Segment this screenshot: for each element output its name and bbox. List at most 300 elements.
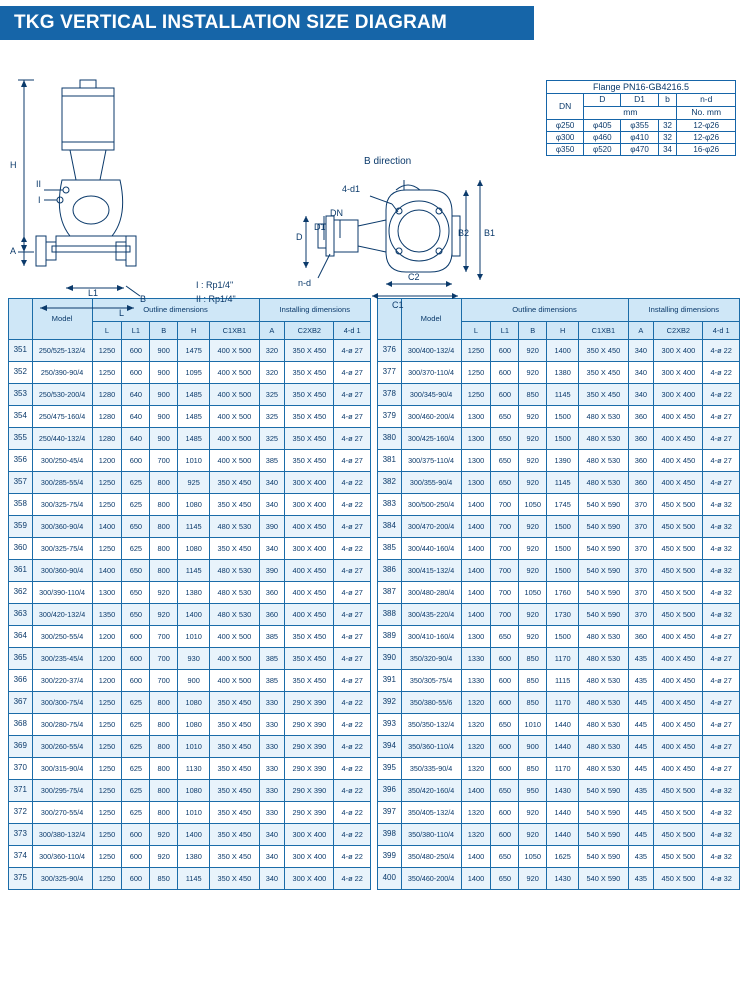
label-b-direction: B direction <box>364 156 412 167</box>
row-cell: 385 <box>259 450 285 472</box>
table-row <box>378 692 740 714</box>
row-index: 386 <box>378 560 402 582</box>
row-cell: 600 <box>491 648 519 670</box>
row-cell: 1145 <box>178 516 210 538</box>
row-model: 300/250-45/4 <box>32 450 92 472</box>
row-index: 372 <box>9 802 33 824</box>
row-cell: 1400 <box>461 846 491 868</box>
row-cell: 445 <box>628 736 654 758</box>
row-cell: 4-ø 22 <box>703 384 740 406</box>
row-cell: 300 X 400 <box>285 868 334 890</box>
row-cell: 600 <box>122 340 150 362</box>
row-cell: 400 X 450 <box>285 560 334 582</box>
row-cell: 445 <box>628 802 654 824</box>
row-cell: 370 <box>628 516 654 538</box>
row-cell: 1380 <box>178 582 210 604</box>
row-cell: 920 <box>519 340 547 362</box>
row-cell: 4-ø 22 <box>334 714 371 736</box>
row-cell: 300 X 400 <box>285 472 334 494</box>
row-cell: 4-ø 32 <box>703 846 740 868</box>
row-cell: 700 <box>491 604 519 626</box>
label-DN: DN <box>330 208 343 218</box>
row-cell: 450 X 500 <box>654 604 703 626</box>
row-cell: 4-ø 27 <box>703 714 740 736</box>
row-cell: 350 X 450 <box>285 362 334 384</box>
row-cell: 4-ø 22 <box>334 736 371 758</box>
row-cell: 920 <box>519 538 547 560</box>
row-model: 300/235-45/4 <box>32 648 92 670</box>
row-cell: 1080 <box>178 692 210 714</box>
row-cell: 4-ø 27 <box>334 450 371 472</box>
row-cell: 390 <box>259 516 285 538</box>
row-cell: 1440 <box>547 802 579 824</box>
row-cell: 1280 <box>92 428 122 450</box>
row-cell: 1485 <box>178 384 210 406</box>
label-I: I <box>38 195 41 205</box>
row-cell: 1300 <box>461 626 491 648</box>
row-cell: 950 <box>519 780 547 802</box>
row-model: 250/440-132/4 <box>32 428 92 450</box>
row-cell: 4-ø 27 <box>334 406 371 428</box>
row-cell: 325 <box>259 384 285 406</box>
row-index: 375 <box>9 868 33 890</box>
row-cell: 320 <box>259 340 285 362</box>
row-cell: 1250 <box>92 802 122 824</box>
row-cell: 350 X 450 <box>210 494 259 516</box>
row-cell: 450 X 500 <box>654 846 703 868</box>
row-cell: 480 X 530 <box>579 472 628 494</box>
row-model: 300/325-90/4 <box>32 868 92 890</box>
row-cell: 400 X 450 <box>285 582 334 604</box>
row-cell: 1430 <box>547 868 579 890</box>
row-cell: 350 X 450 <box>579 362 628 384</box>
row-cell: 600 <box>122 868 150 890</box>
row-index: 363 <box>9 604 33 626</box>
row-index: 382 <box>378 472 402 494</box>
row-cell: 400 X 500 <box>210 450 259 472</box>
row-cell: 1080 <box>178 494 210 516</box>
row-cell: 360 <box>259 604 285 626</box>
row-cell: 435 <box>628 670 654 692</box>
row-cell: 920 <box>519 802 547 824</box>
row-cell: 400 X 450 <box>654 626 703 648</box>
row-cell: 400 X 450 <box>654 714 703 736</box>
row-cell: 540 X 590 <box>579 560 628 582</box>
row-cell: 290 X 390 <box>285 758 334 780</box>
page-root <box>0 6 748 900</box>
row-cell: 390 <box>259 560 285 582</box>
row-cell: 4-ø 22 <box>334 868 371 890</box>
table-row <box>378 560 740 582</box>
row-cell: 1170 <box>547 758 579 780</box>
row-cell: 1095 <box>178 362 210 384</box>
row-cell: 1400 <box>178 604 210 626</box>
row-cell: 1250 <box>461 384 491 406</box>
flange-cell: 32 <box>658 119 677 131</box>
row-cell: 920 <box>519 406 547 428</box>
row-cell: 920 <box>519 626 547 648</box>
table-row <box>378 670 740 692</box>
row-index: 373 <box>9 824 33 846</box>
row-cell: 400 X 450 <box>285 516 334 538</box>
row-cell: 600 <box>491 362 519 384</box>
row-cell: 480 X 530 <box>579 406 628 428</box>
row-cell: 480 X 530 <box>579 714 628 736</box>
row-cell: 700 <box>150 626 178 648</box>
row-cell: 540 X 590 <box>579 494 628 516</box>
row-cell: 900 <box>150 340 178 362</box>
row-cell: 540 X 590 <box>579 846 628 868</box>
row-index: 381 <box>378 450 402 472</box>
group-outline-dimensions: Outline dimensions <box>461 299 628 322</box>
row-cell: 930 <box>178 648 210 670</box>
flange-subheader-mm: mm <box>584 107 677 120</box>
row-cell: 625 <box>122 494 150 516</box>
label-B: B <box>140 294 147 304</box>
table-row <box>9 758 371 780</box>
row-cell: 300 X 400 <box>285 846 334 868</box>
row-cell: 4-ø 27 <box>703 648 740 670</box>
row-cell: 4-ø 27 <box>334 648 371 670</box>
row-cell: 4-ø 27 <box>334 428 371 450</box>
row-index: 399 <box>378 846 402 868</box>
row-cell: 1400 <box>461 494 491 516</box>
table-row <box>378 604 740 626</box>
row-cell: 920 <box>150 824 178 846</box>
row-model: 300/280-75/4 <box>32 714 92 736</box>
row-cell: 350 X 450 <box>210 714 259 736</box>
flange-table-wrapper <box>546 80 736 156</box>
row-cell: 340 <box>259 494 285 516</box>
col-model: Model <box>401 299 461 340</box>
row-cell: 400 X 450 <box>285 604 334 626</box>
row-cell: 800 <box>150 494 178 516</box>
row-cell: 4-ø 22 <box>703 340 740 362</box>
row-cell: 600 <box>122 670 150 692</box>
row-cell: 1300 <box>461 450 491 472</box>
flange-table-title: Flange PN16-GB4216.5 <box>547 81 736 94</box>
row-cell: 850 <box>150 868 178 890</box>
row-cell: 920 <box>519 362 547 384</box>
row-cell: 1485 <box>178 406 210 428</box>
row-model: 300/315-90/4 <box>32 758 92 780</box>
flange-subheader-no-mm: No. mm <box>677 107 736 120</box>
row-cell: 480 X 530 <box>579 670 628 692</box>
row-cell: 480 X 530 <box>579 648 628 670</box>
row-cell: 1320 <box>461 692 491 714</box>
row-cell: 1250 <box>461 362 491 384</box>
col-C2XB2: C2XB2 <box>285 322 334 340</box>
col-C2XB2: C2XB2 <box>654 322 703 340</box>
table-row <box>9 604 371 626</box>
row-cell: 350 X 450 <box>285 648 334 670</box>
row-cell: 450 X 500 <box>654 824 703 846</box>
table-row <box>9 802 371 824</box>
row-cell: 920 <box>519 428 547 450</box>
row-cell: 400 X 500 <box>210 428 259 450</box>
table-row <box>9 648 371 670</box>
row-cell: 480 X 530 <box>579 626 628 648</box>
row-cell: 4-ø 32 <box>703 494 740 516</box>
row-cell: 1485 <box>178 428 210 450</box>
row-cell: 900 <box>178 670 210 692</box>
row-index: 359 <box>9 516 33 538</box>
row-cell: 4-ø 22 <box>334 494 371 516</box>
row-cell: 1400 <box>92 560 122 582</box>
row-cell: 1250 <box>92 340 122 362</box>
row-cell: 925 <box>178 472 210 494</box>
col-A: A <box>259 322 285 340</box>
row-cell: 1200 <box>92 648 122 670</box>
col-L: L <box>92 322 122 340</box>
row-cell: 1200 <box>92 626 122 648</box>
row-cell: 4-ø 27 <box>334 340 371 362</box>
row-cell: 650 <box>122 604 150 626</box>
row-index: 391 <box>378 670 402 692</box>
row-index: 364 <box>9 626 33 648</box>
row-cell: 435 <box>628 868 654 890</box>
row-cell: 700 <box>150 648 178 670</box>
dimension-table-left <box>8 298 371 890</box>
row-index: 400 <box>378 868 402 890</box>
group-installing-dimensions: Installing dimensions <box>628 299 739 322</box>
row-cell: 4-ø 27 <box>703 626 740 648</box>
row-cell: 4-ø 22 <box>334 692 371 714</box>
row-cell: 290 X 390 <box>285 780 334 802</box>
row-cell: 400 X 450 <box>654 758 703 780</box>
row-cell: 360 <box>259 582 285 604</box>
row-cell: 450 X 500 <box>654 494 703 516</box>
table-row <box>378 714 740 736</box>
row-model: 300/415-132/4 <box>401 560 461 582</box>
table-row <box>9 626 371 648</box>
row-cell: 1145 <box>178 868 210 890</box>
table-row <box>9 692 371 714</box>
row-cell: 1010 <box>178 802 210 824</box>
row-model: 350/380-110/4 <box>401 824 461 846</box>
row-cell: 400 X 450 <box>654 450 703 472</box>
dimension-tables <box>0 292 748 900</box>
row-cell: 350 X 450 <box>210 472 259 494</box>
row-cell: 400 X 450 <box>654 670 703 692</box>
row-cell: 625 <box>122 802 150 824</box>
table-row <box>9 670 371 692</box>
row-cell: 340 <box>628 362 654 384</box>
flange-cell: 16-φ26 <box>677 144 736 156</box>
row-cell: 300 X 400 <box>654 384 703 406</box>
row-cell: 480 X 530 <box>210 604 259 626</box>
row-cell: 400 X 450 <box>654 692 703 714</box>
row-index: 357 <box>9 472 33 494</box>
row-cell: 600 <box>491 758 519 780</box>
row-model: 300/270-55/4 <box>32 802 92 824</box>
row-model: 300/470-200/4 <box>401 516 461 538</box>
row-cell: 600 <box>122 846 150 868</box>
table-row <box>378 802 740 824</box>
row-cell: 700 <box>150 670 178 692</box>
row-model: 300/500-250/4 <box>401 494 461 516</box>
label-C1: C1 <box>392 300 404 310</box>
row-cell: 1080 <box>178 714 210 736</box>
row-cell: 800 <box>150 714 178 736</box>
row-cell: 4-ø 27 <box>334 560 371 582</box>
row-cell: 900 <box>150 406 178 428</box>
row-index: 377 <box>378 362 402 384</box>
row-model: 300/250-55/4 <box>32 626 92 648</box>
row-cell: 340 <box>259 846 285 868</box>
row-model: 350/360-110/4 <box>401 736 461 758</box>
row-cell: 1400 <box>461 780 491 802</box>
table-row <box>9 406 371 428</box>
row-cell: 4-ø 32 <box>703 802 740 824</box>
row-cell: 800 <box>150 802 178 824</box>
row-cell: 1745 <box>547 494 579 516</box>
row-cell: 340 <box>628 384 654 406</box>
row-model: 300/220-37/4 <box>32 670 92 692</box>
row-cell: 4-ø 22 <box>703 362 740 384</box>
row-cell: 330 <box>259 714 285 736</box>
row-index: 397 <box>378 802 402 824</box>
row-cell: 600 <box>491 736 519 758</box>
row-model: 300/295-75/4 <box>32 780 92 802</box>
row-cell: 4-ø 22 <box>334 780 371 802</box>
flange-row <box>547 144 736 156</box>
row-cell: 1250 <box>92 868 122 890</box>
table-row <box>378 626 740 648</box>
row-cell: 850 <box>519 758 547 780</box>
row-cell: 330 <box>259 780 285 802</box>
row-cell: 450 X 500 <box>654 802 703 824</box>
row-index: 352 <box>9 362 33 384</box>
row-cell: 1500 <box>547 538 579 560</box>
row-cell: 920 <box>519 824 547 846</box>
row-cell: 1400 <box>461 582 491 604</box>
row-cell: 4-ø 27 <box>334 670 371 692</box>
row-cell: 1250 <box>92 780 122 802</box>
row-cell: 1500 <box>547 428 579 450</box>
row-model: 300/360-110/4 <box>32 846 92 868</box>
row-cell: 400 X 500 <box>210 648 259 670</box>
row-cell: 4-ø 27 <box>703 692 740 714</box>
row-cell: 1170 <box>547 692 579 714</box>
row-cell: 540 X 590 <box>579 802 628 824</box>
table-row <box>378 450 740 472</box>
row-cell: 800 <box>150 758 178 780</box>
row-cell: 625 <box>122 780 150 802</box>
row-cell: 1380 <box>547 362 579 384</box>
col-model: Model <box>32 299 92 340</box>
row-cell: 1400 <box>461 560 491 582</box>
row-cell: 1320 <box>461 714 491 736</box>
col-4d1: 4-d 1 <box>334 322 371 340</box>
row-index: 360 <box>9 538 33 560</box>
table-row <box>9 538 371 560</box>
row-cell: 1050 <box>519 582 547 604</box>
row-cell: 4-ø 32 <box>703 516 740 538</box>
row-cell: 700 <box>491 494 519 516</box>
row-cell: 600 <box>491 340 519 362</box>
row-cell: 600 <box>491 802 519 824</box>
row-model: 300/360-90/4 <box>32 516 92 538</box>
row-cell: 600 <box>122 626 150 648</box>
flange-header-b: b <box>658 94 677 107</box>
row-model: 350/350-132/4 <box>401 714 461 736</box>
row-cell: 600 <box>491 670 519 692</box>
row-cell: 4-ø 22 <box>334 758 371 780</box>
row-cell: 330 <box>259 692 285 714</box>
row-model: 350/320-90/4 <box>401 648 461 670</box>
row-model: 300/285-55/4 <box>32 472 92 494</box>
flange-table <box>546 80 736 156</box>
row-cell: 1250 <box>92 538 122 560</box>
col-L: L <box>461 322 491 340</box>
flange-cell: φ250 <box>547 119 584 131</box>
row-cell: 4-ø 27 <box>334 626 371 648</box>
row-cell: 330 <box>259 758 285 780</box>
row-cell: 640 <box>122 384 150 406</box>
row-cell: 325 <box>259 406 285 428</box>
row-cell: 1250 <box>461 340 491 362</box>
row-cell: 650 <box>491 428 519 450</box>
row-cell: 4-ø 27 <box>703 450 740 472</box>
group-outline-dimensions: Outline dimensions <box>92 299 259 322</box>
row-model: 300/480-280/4 <box>401 582 461 604</box>
label-B2: B2 <box>458 228 470 238</box>
row-cell: 1250 <box>92 758 122 780</box>
row-cell: 370 <box>628 604 654 626</box>
col-C1XB1: C1XB1 <box>579 322 628 340</box>
row-cell: 850 <box>519 670 547 692</box>
row-cell: 1200 <box>92 670 122 692</box>
row-cell: 1115 <box>547 670 579 692</box>
row-cell: 700 <box>491 516 519 538</box>
row-cell: 4-ø 32 <box>703 780 740 802</box>
row-cell: 625 <box>122 758 150 780</box>
row-model: 300/425-160/4 <box>401 428 461 450</box>
table-row <box>9 472 371 494</box>
row-model: 300/345-90/4 <box>401 384 461 406</box>
row-cell: 1080 <box>178 780 210 802</box>
row-cell: 1145 <box>178 560 210 582</box>
row-index: 374 <box>9 846 33 868</box>
row-index: 380 <box>378 428 402 450</box>
table-row <box>378 340 740 362</box>
row-cell: 1250 <box>92 846 122 868</box>
row-cell: 625 <box>122 472 150 494</box>
col-H: H <box>547 322 579 340</box>
row-cell: 600 <box>491 692 519 714</box>
row-cell: 400 X 500 <box>210 362 259 384</box>
table-row <box>378 472 740 494</box>
label-C2: C2 <box>408 272 420 282</box>
row-cell: 900 <box>150 428 178 450</box>
row-cell: 1200 <box>92 450 122 472</box>
row-cell: 300 X 400 <box>654 362 703 384</box>
col-index <box>9 299 33 340</box>
flange-cell: 32 <box>658 132 677 144</box>
row-index: 379 <box>378 406 402 428</box>
table-row <box>9 868 371 890</box>
row-cell: 4-ø 22 <box>334 538 371 560</box>
col-H: H <box>178 322 210 340</box>
row-cell: 1730 <box>547 604 579 626</box>
row-cell: 800 <box>150 516 178 538</box>
row-cell: 650 <box>491 868 519 890</box>
row-index: 354 <box>9 406 33 428</box>
table-row <box>378 824 740 846</box>
row-cell: 350 X 450 <box>210 780 259 802</box>
row-cell: 540 X 590 <box>579 604 628 626</box>
